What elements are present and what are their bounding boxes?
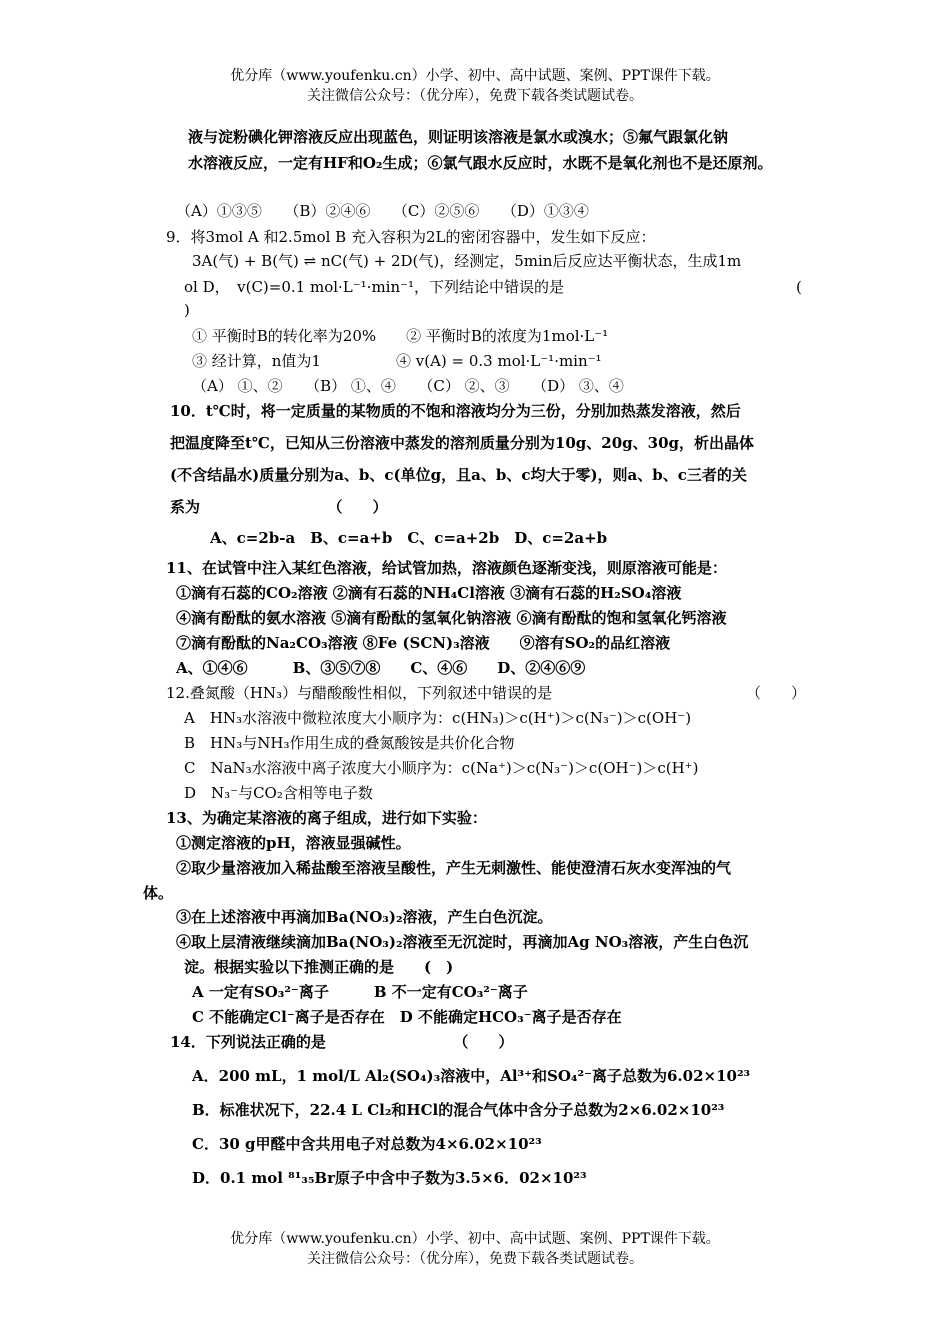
q14-stem: 14．下列说法正确的是 （ ） <box>170 1033 514 1051</box>
q12-option-c: C NaN₃水溶液中离子浓度大小顺序为：c(Na⁺)＞c(N₃⁻)＞c(OH⁻)＞c(H⁺) <box>184 759 699 777</box>
q12-option-d: D N₃⁻与CO₂含相等电子数 <box>184 784 373 802</box>
q12-option-a: A HN₃水溶液中微粒浓度大小顺序为：c(HN₃)＞c(H⁺)＞c(N₃⁻)＞c(OH⁻) <box>184 709 692 727</box>
q9-reaction: 3A(气) + B(气) ⇌ nC(气) + 2D(气)，经测定，5min后反应达平衡状态，生成1m <box>192 252 742 270</box>
q9-statements-1: ① 平衡时B的转化率为20% ② 平衡时B的浓度为1mol·L⁻¹ <box>192 327 609 345</box>
q13-options-ab: A 一定有SO₃²⁻离子 B 不一定有CO₃²⁻离子 <box>192 983 528 1001</box>
q10-line-4: 系为 （ ） <box>170 498 388 516</box>
q9-options: （A） ①、② （B） ①、④ （C） ②、③ （D） ③、④ <box>192 377 624 395</box>
q8-text-line-1: 液与淀粉碘化钾溶液反应出现蓝色，则证明该溶液是氯水或溴水；⑤氟气跟氯化钠 <box>188 128 729 146</box>
q14-option-d: D．0.1 mol ⁸¹₃₅Br原子中含中子数为3.5×6．02×10²³ <box>192 1169 587 1187</box>
q10-options: A、c=2b-a B、c=a+b C、c=a+2b D、c=2a+b <box>210 529 608 547</box>
q9-answer-bracket-close: ) <box>184 301 190 319</box>
q11-stem: 11、在试管中注入某红色溶液，给试管加热，溶液颜色逐渐变浅，则原溶液可能是： <box>166 559 727 577</box>
q10-line-1: 10．t℃时，将一定质量的某物质的不饱和溶液均分为三份，分别加热蒸发溶液，然后 <box>170 402 741 420</box>
q11-items-2: ④滴有酚酞的氨水溶液 ⑤滴有酚酞的氢氧化钠溶液 ⑥滴有酚酞的饱和氢氧化钙溶液 <box>176 609 727 627</box>
q12-option-b: B HN₃与NH₃作用生成的叠氮酸铵是共价化合物 <box>184 734 515 752</box>
q11-options: A、①④⑥ B、③⑤⑦⑧ C、④⑥ D、②④⑥⑨ <box>176 659 586 677</box>
q8-text-line-2: 水溶液反应，一定有HF和O₂生成；⑥氯气跟水反应时，水既不是氧化剂也不是还原剂。 <box>188 154 773 172</box>
q14-option-c: C．30 g甲醛中含共用电子对总数为4×6.02×10²³ <box>192 1135 542 1153</box>
footer-line-1: 优分库（www.youfenku.cn）小学、初中、高中试题、案例、PPT课件下载。 <box>230 1231 720 1247</box>
header-line-1: 优分库（www.youfenku.cn）小学、初中、高中试题、案例、PPT课件下载。 <box>230 68 720 84</box>
footer-line-2: 关注微信公众号：（优分库），免费下载各类试题试卷。 <box>307 1251 643 1267</box>
q11-items-1: ①滴有石蕊的CO₂溶液 ②滴有石蕊的NH₄Cl溶液 ③滴有石蕊的H₂SO₄溶液 <box>176 584 682 602</box>
q13-step-1: ①测定溶液的pH，溶液显强碱性。 <box>176 834 411 852</box>
q9-stem: 9．将3mol A 和2.5mol B 充入容积为2L的密闭容器中，发生如下反应： <box>166 228 656 246</box>
q10-line-3: (不含结晶水)质量分别为a、b、c(单位g，且a、b、c均大于零)，则a、b、c三者的关 <box>170 466 747 484</box>
q12-stem: 12.叠氮酸（HN₃）与醋酸酸性相似，下列叙述中错误的是 <box>166 684 553 702</box>
q9-condition: ol D， v(C)=0.1 mol·L⁻¹·min⁻¹，下列结论中错误的是 <box>184 278 565 296</box>
q13-options-cd: C 不能确定Cl⁻离子是否存在 D 不能确定HCO₃⁻离子是否存在 <box>192 1008 622 1026</box>
q12-answer-bracket: （ ） <box>746 684 807 702</box>
q8-options: （A）①③⑤ （B）②④⑥ （C）②⑤⑥ （D）①③④ <box>176 202 589 220</box>
q10-line-2: 把温度降至t℃，已知从三份溶液中蒸发的溶剂质量分别为10g、20g、30g，析出晶体 <box>170 434 754 452</box>
q13-step-4: ④取上层清液继续滴加Ba(NO₃)₂溶液至无沉淀时，再滴加Ag NO₃溶液，产生白色沉 <box>176 933 749 951</box>
q9-answer-bracket-open: ( <box>796 278 802 296</box>
header-line-2: 关注微信公众号：（优分库），免费下载各类试题试卷。 <box>307 88 643 104</box>
q13-step-3: ③在上述溶液中再滴加Ba(NO₃)₂溶液，产生白色沉淀。 <box>176 908 553 926</box>
q13-step-2-cont: 体。 <box>143 884 174 902</box>
q14-option-b: B．标准状况下，22.4 L Cl₂和HCl的混合气体中含分子总数为2×6.02×10²³ <box>192 1101 725 1119</box>
q13-step-2: ②取少量溶液加入稀盐酸至溶液呈酸性，产生无刺激性、能使澄清石灰水变浑浊的气 <box>176 859 732 877</box>
q11-items-3: ⑦滴有酚酞的Na₂CO₃溶液 ⑧Fe (SCN)₃溶液 ⑨溶有SO₂的品红溶液 <box>176 634 671 652</box>
q9-statements-2: ③ 经计算，n值为1 ④ v(A) = 0.3 mol·L⁻¹·min⁻¹ <box>192 352 602 370</box>
q13-stem: 13、为确定某溶液的离子组成，进行如下实验： <box>166 809 487 827</box>
q13-step-4-cont: 淀。根据实验以下推测正确的是 ( ) <box>184 958 454 976</box>
q14-option-a: A．200 mL，1 mol/L Al₂(SO₄)₃溶液中，Al³⁺和SO₄²⁻离子总数为6.02×10²³ <box>192 1067 751 1085</box>
